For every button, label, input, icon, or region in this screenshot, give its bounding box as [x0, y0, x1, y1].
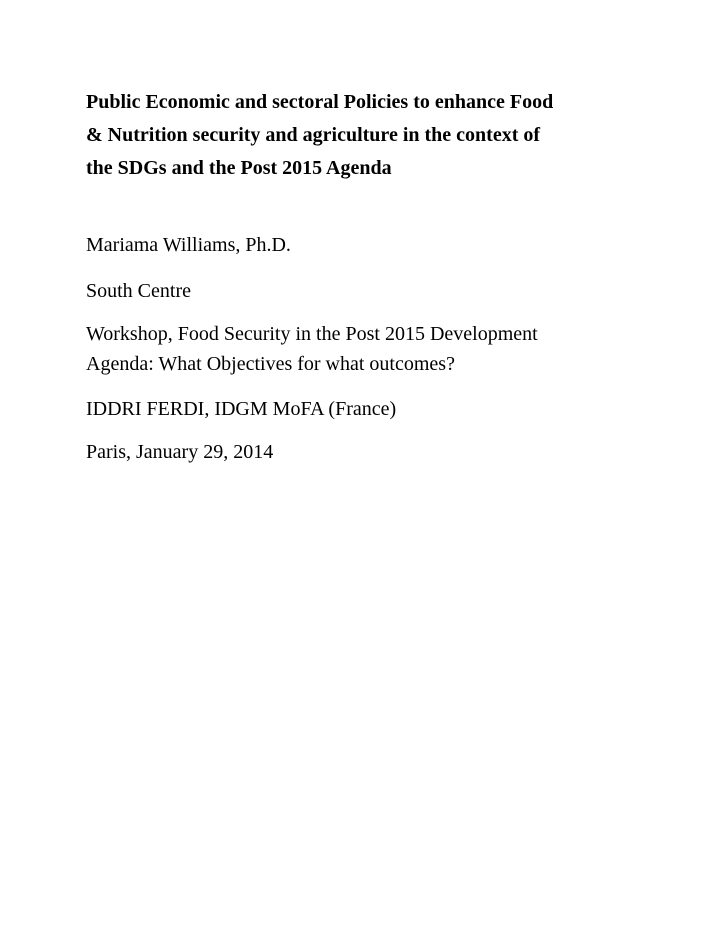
author-affiliation: South Centre [86, 280, 191, 302]
title-line: the SDGs and the Post 2015 Agenda [86, 157, 392, 179]
workshop-line: Workshop, Food Security in the Post 2015 Development [86, 323, 538, 345]
document-title [86, 86, 646, 185]
author-name: Mariama Williams, Ph.D. [86, 234, 291, 256]
workshop-title [86, 319, 538, 379]
title-line: & Nutrition security and agriculture in the context of [86, 124, 541, 146]
workshop-line: Agenda: What Objectives for what outcomes? [86, 353, 455, 375]
title-line: Public Economic and sectoral Policies to enhance Food [86, 91, 554, 113]
organizers: IDDRI FERDI, IDGM MoFA (France) [86, 398, 397, 420]
place-and-date: Paris, January 29, 2014 [86, 441, 274, 463]
